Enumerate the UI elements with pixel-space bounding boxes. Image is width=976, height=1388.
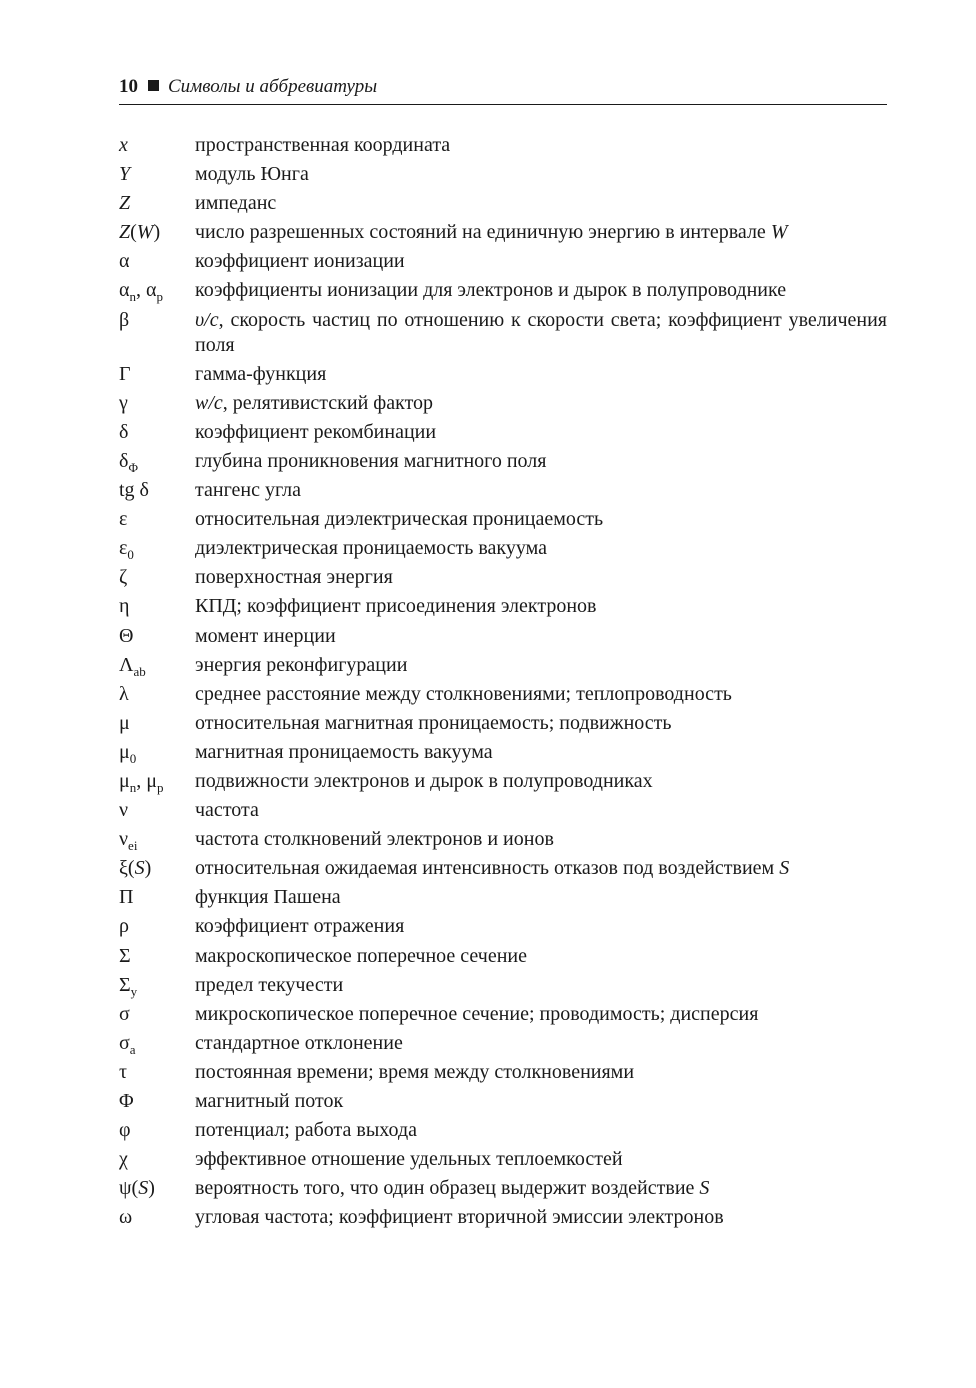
italic-text: W <box>770 221 788 244</box>
text-run: среднее расстояние между столкновениями; теплопроводность <box>195 682 732 705</box>
text-run: Λ <box>119 653 134 676</box>
text-run: КПД; коэффициент присоединения электронов <box>195 595 597 618</box>
subscript: Φ <box>128 459 138 475</box>
text-run: постоянная времени; время между столкновениями <box>195 1060 635 1083</box>
text-run: ε <box>119 508 128 531</box>
entry-description <box>195 391 887 416</box>
entry-symbol <box>119 740 195 765</box>
subscript: ab <box>133 663 146 679</box>
entry-description <box>195 769 887 794</box>
subscript: 0 <box>129 750 137 766</box>
text-run: , скорость частиц по отношению к скорости света; коэффициент увеличения поля <box>195 308 887 356</box>
entry-description <box>195 420 887 445</box>
text-run: предел текучести <box>195 973 344 996</box>
text-run: функция Пашена <box>195 886 341 909</box>
italic-text: w/c <box>195 391 223 414</box>
entry-description <box>195 536 887 561</box>
entry-description <box>195 478 887 503</box>
subscript: ei <box>128 838 138 854</box>
text-run: η <box>119 595 130 618</box>
entry-symbol <box>119 308 195 333</box>
text-run: ) <box>148 1177 155 1200</box>
text-run: потенциал; работа выхода <box>195 1119 418 1142</box>
symbol-entry <box>119 1147 887 1172</box>
entry-description <box>195 682 887 707</box>
symbol-entry <box>119 191 887 216</box>
text-run: ψ( <box>119 1177 139 1200</box>
text-run: σ <box>119 1031 130 1054</box>
entry-symbol <box>119 449 195 474</box>
text-run: , α <box>135 279 157 302</box>
text-run: , релятивистский фактор <box>222 391 434 414</box>
entry-symbol <box>119 653 195 678</box>
entry-symbol <box>119 565 195 590</box>
subscript: n <box>129 289 136 305</box>
italic-text: Z <box>119 192 131 215</box>
italic-text: Z <box>119 221 131 244</box>
text-run: энергия реконфигурации <box>195 653 408 676</box>
entry-symbol <box>119 391 195 416</box>
entry-symbol <box>119 1147 195 1172</box>
text-run: Φ <box>119 1090 134 1112</box>
symbol-entry <box>119 769 887 794</box>
symbol-entry <box>119 536 887 561</box>
symbol-entry <box>119 856 887 881</box>
symbol-entry <box>119 133 887 158</box>
entry-symbol <box>119 278 195 303</box>
symbol-entry <box>119 798 887 823</box>
symbol-entry <box>119 711 887 736</box>
text-run: λ <box>119 682 129 705</box>
entry-description <box>195 1060 887 1085</box>
entry-description <box>195 220 887 245</box>
text-run: ζ <box>119 566 128 589</box>
entry-symbol <box>119 507 195 532</box>
entry-symbol <box>119 420 195 445</box>
symbol-entry <box>119 914 887 939</box>
entry-description <box>195 507 887 532</box>
entry-description <box>195 1176 887 1201</box>
text-run: μ <box>119 711 130 734</box>
text-run: β <box>119 308 130 331</box>
text-run: глубина проникновения магнитного поля <box>195 449 547 472</box>
entry-symbol <box>119 536 195 561</box>
entry-symbol <box>119 624 195 649</box>
italic-text: S <box>779 857 790 880</box>
text-run: вероятность того, что один образец выдержит воздействие <box>195 1177 700 1200</box>
entry-symbol <box>119 249 195 274</box>
entry-description <box>195 914 887 939</box>
entry-symbol <box>119 191 195 216</box>
entry-description <box>195 594 887 619</box>
text-run: подвижности электронов и дырок в полупроводниках <box>195 769 653 792</box>
entry-description <box>195 1002 887 1027</box>
entry-description <box>195 1205 887 1230</box>
text-run: коэффициенты ионизации для электронов и дырок в полупроводнике <box>195 279 787 302</box>
entry-symbol <box>119 856 195 881</box>
text-run: макроскопическое поперечное сечение <box>195 944 527 967</box>
text-run: поверхностная энергия <box>195 566 393 589</box>
text-run: коэффициент отражения <box>195 915 405 938</box>
text-run: φ <box>119 1119 131 1142</box>
text-run: диэлектрическая проницаемость вакуума <box>195 537 547 560</box>
entry-description <box>195 308 887 358</box>
symbol-entry <box>119 220 887 245</box>
text-run: Π <box>119 886 134 909</box>
entry-symbol <box>119 1205 195 1230</box>
text-run: Θ <box>119 624 134 647</box>
symbol-entry <box>119 449 887 474</box>
entry-symbol <box>119 1176 195 1201</box>
text-run: ξ( <box>119 857 135 880</box>
symbol-entry <box>119 249 887 274</box>
subscript: n <box>129 779 137 795</box>
symbol-entry <box>119 827 887 852</box>
symbol-entry <box>119 944 887 969</box>
entry-description <box>195 278 887 303</box>
section-title: Символы и аббревиатуры <box>168 76 378 97</box>
text-run: стандартное отклонение <box>195 1031 403 1054</box>
entry-description <box>195 798 887 823</box>
entry-symbol <box>119 769 195 794</box>
italic-text: S <box>699 1177 710 1200</box>
text-run: относительная магнитная проницаемость; подвижность <box>195 711 672 734</box>
text-run: μ <box>119 769 130 792</box>
text-run: δ <box>119 449 129 472</box>
text-run: ε <box>119 537 128 560</box>
entry-description <box>195 885 887 910</box>
text-run: относительная ожидаемая интенсивность отказов под воздействием <box>195 857 780 880</box>
text-run: импеданс <box>195 192 277 215</box>
entry-symbol <box>119 682 195 707</box>
entry-description <box>195 249 887 274</box>
running-header <box>119 74 887 105</box>
symbol-entry <box>119 594 887 619</box>
text-run: микроскопическое поперечное сечение; проводимость; дисперсия <box>195 1002 759 1025</box>
entry-description <box>195 711 887 736</box>
text-run: ν <box>119 799 129 822</box>
symbol-entry <box>119 682 887 707</box>
text-run: число разрешенных состояний на единичную энергию в интервале <box>195 221 771 244</box>
entry-description <box>195 191 887 216</box>
symbol-list <box>119 133 887 1234</box>
text-run: коэффициент рекомбинации <box>195 420 437 443</box>
entry-description <box>195 1031 887 1056</box>
text-run: ω <box>119 1206 133 1229</box>
subscript: p <box>156 289 163 305</box>
entry-symbol <box>119 711 195 736</box>
entry-symbol <box>119 594 195 619</box>
entry-symbol <box>119 1060 195 1085</box>
text-run: частота столкновений электронов и ионов <box>195 828 554 851</box>
text-run: δ <box>119 420 129 443</box>
entry-description <box>195 1118 887 1143</box>
entry-description <box>195 653 887 678</box>
text-run: α <box>119 279 130 302</box>
text-run: частота <box>195 799 259 822</box>
black-square-icon <box>148 80 159 91</box>
text-run: ) <box>144 857 152 880</box>
symbol-entry <box>119 1205 887 1230</box>
entry-symbol <box>119 1118 195 1143</box>
text-run: tg δ <box>119 479 149 502</box>
symbol-entry <box>119 420 887 445</box>
text-run: ( <box>130 221 137 244</box>
symbol-entry <box>119 391 887 416</box>
symbol-entry <box>119 1031 887 1056</box>
text-run: α <box>119 250 130 273</box>
symbol-entry <box>119 478 887 503</box>
entry-description <box>195 624 887 649</box>
text-run: ) <box>153 221 161 244</box>
text-run: эффективное отношение удельных теплоемкостей <box>195 1148 623 1171</box>
text-run: τ <box>119 1060 128 1083</box>
entry-symbol <box>119 1002 195 1027</box>
entry-description <box>195 362 887 387</box>
symbol-entry <box>119 507 887 532</box>
symbol-entry <box>119 885 887 910</box>
entry-symbol <box>119 362 195 387</box>
italic-text: S <box>138 1177 149 1200</box>
entry-description <box>195 740 887 765</box>
symbol-entry <box>119 1060 887 1085</box>
text-run: магнитный поток <box>195 1090 344 1112</box>
subscript: a <box>129 1041 136 1057</box>
text-run: модуль Юнга <box>195 163 309 186</box>
entry-symbol <box>119 220 195 245</box>
entry-description <box>195 944 887 969</box>
entry-symbol <box>119 973 195 998</box>
text-run: γ <box>119 391 128 414</box>
entry-symbol <box>119 1089 195 1114</box>
text-run: пространственная координата <box>195 134 451 156</box>
italic-text: υ/c <box>195 308 219 331</box>
text-run: магнитная проницаемость вакуума <box>195 740 493 763</box>
text-run: угловая частота; коэффициент вторичной эмиссии электронов <box>195 1206 724 1229</box>
symbol-entry <box>119 278 887 303</box>
entry-description <box>195 827 887 852</box>
entry-symbol <box>119 944 195 969</box>
subscript: y <box>130 983 138 999</box>
text-run: μ <box>119 740 130 763</box>
symbol-entry <box>119 653 887 678</box>
entry-symbol <box>119 885 195 910</box>
symbol-entry <box>119 1089 887 1114</box>
text-run: Γ <box>119 362 131 385</box>
italic-text: Y <box>119 163 131 186</box>
text-run: , μ <box>136 769 157 792</box>
entry-symbol <box>119 162 195 187</box>
entry-description <box>195 133 887 158</box>
subscript: 0 <box>127 547 134 563</box>
text-run: σ <box>119 1002 130 1025</box>
entry-symbol <box>119 133 195 158</box>
symbol-entry <box>119 740 887 765</box>
symbol-entry <box>119 362 887 387</box>
symbol-entry <box>119 308 887 358</box>
italic-text: S <box>134 857 145 880</box>
symbol-entry <box>119 1002 887 1027</box>
entry-description <box>195 449 887 474</box>
text-run: ν <box>119 828 129 851</box>
text-run: гамма-функция <box>195 362 327 385</box>
entry-symbol <box>119 827 195 852</box>
entry-symbol <box>119 914 195 939</box>
text-run: χ <box>119 1148 128 1171</box>
entry-description <box>195 162 887 187</box>
text-run: тангенс угла <box>195 479 302 502</box>
entry-description <box>195 973 887 998</box>
symbol-entry <box>119 1118 887 1143</box>
italic-text: W <box>136 221 154 244</box>
entry-symbol <box>119 478 195 503</box>
text-run: коэффициент ионизации <box>195 250 405 273</box>
text-run: относительная диэлектрическая проницаемость <box>195 508 604 531</box>
symbol-entry <box>119 1176 887 1201</box>
symbol-entry <box>119 565 887 590</box>
entry-description <box>195 1147 887 1172</box>
italic-text: x <box>119 134 128 156</box>
entry-description <box>195 856 887 881</box>
symbol-entry <box>119 973 887 998</box>
text-run: Σ <box>119 973 131 996</box>
entry-description <box>195 565 887 590</box>
text-run: Σ <box>119 944 131 967</box>
subscript: p <box>156 779 164 795</box>
entry-symbol <box>119 798 195 823</box>
text-run: ρ <box>119 915 129 938</box>
symbol-entry <box>119 162 887 187</box>
symbol-entry <box>119 624 887 649</box>
page-number: 10 <box>119 76 138 97</box>
entry-description <box>195 1089 887 1114</box>
text-run: момент инерции <box>195 624 336 647</box>
entry-symbol <box>119 1031 195 1056</box>
